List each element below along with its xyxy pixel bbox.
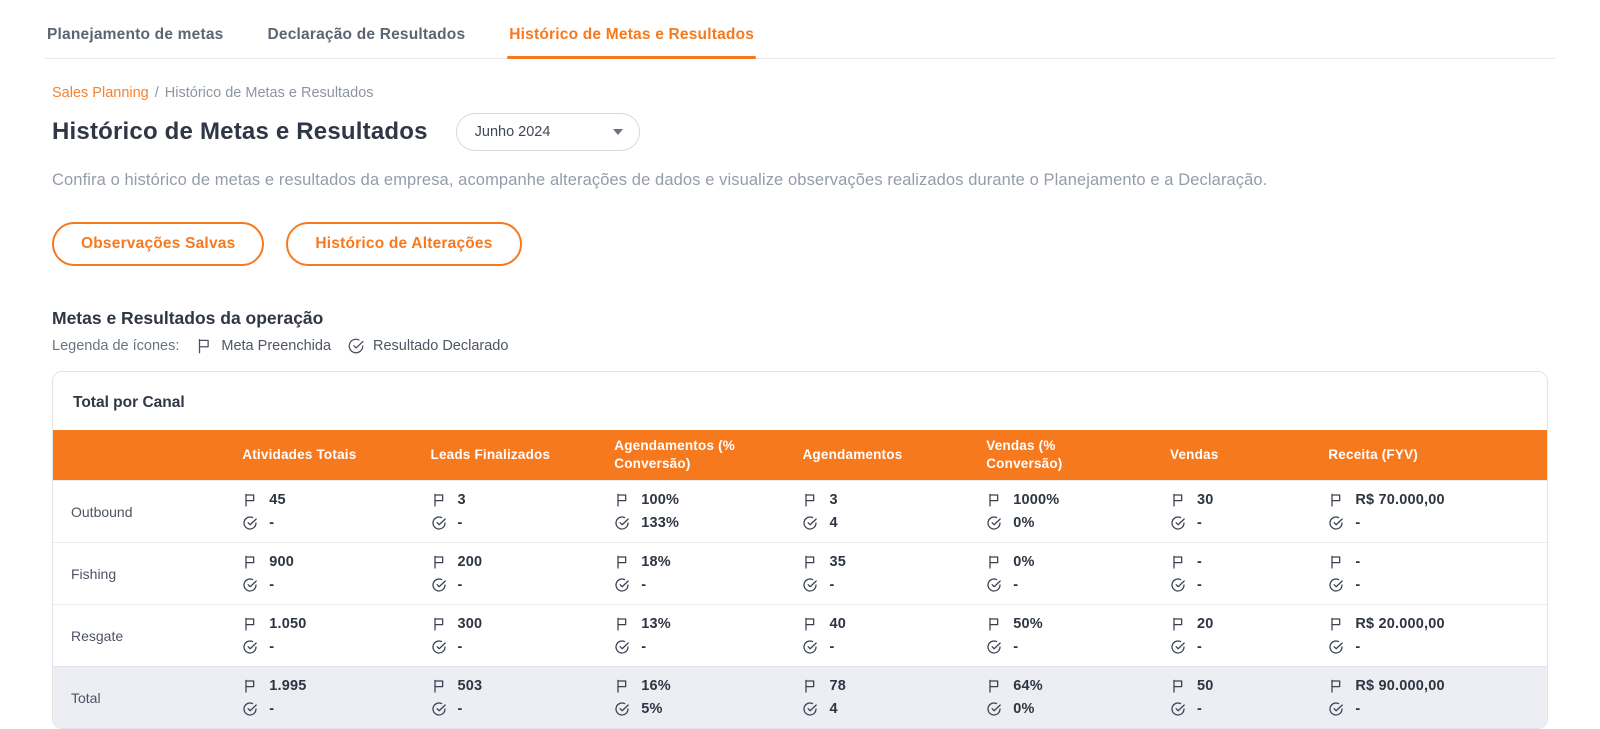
meta-line (431, 614, 595, 634)
metric-cell (792, 543, 976, 605)
flag-icon (431, 554, 447, 570)
breadcrumb (52, 85, 1548, 101)
legend-label: Legenda de ícones: (52, 338, 180, 354)
meta-value: 300 (457, 616, 483, 633)
metric-cell (792, 481, 976, 543)
metric-cell (1160, 481, 1318, 543)
check-circle-icon (431, 515, 447, 531)
meta-value: 20 (1196, 616, 1214, 633)
meta-value: 35 (829, 554, 847, 571)
flag-icon (242, 678, 258, 694)
metric-cell (421, 543, 605, 605)
meta-line (802, 614, 966, 634)
meta-value: 1.050 (269, 616, 307, 633)
resultado-line (242, 637, 410, 657)
meta-value: - (1196, 554, 1203, 571)
flag-icon (1170, 678, 1186, 694)
meta-value: 1.995 (269, 678, 307, 695)
flag-icon (1328, 678, 1344, 694)
flag-icon (986, 678, 1002, 694)
tab-historico-de-metas-e-resultados[interactable]: Histórico de Metas e Resultados (507, 14, 756, 58)
column-header: Receita (FYV) (1318, 430, 1547, 481)
resultado-value: - (1013, 577, 1019, 594)
resultado-value: 0% (1013, 515, 1035, 532)
resultado-value: - (1196, 515, 1203, 532)
resultado-line (1328, 513, 1537, 533)
metric-cell (792, 605, 976, 667)
check-circle-icon (802, 577, 818, 593)
breadcrumb-separator: / (154, 85, 159, 101)
meta-value: 40 (829, 616, 847, 633)
resultado-value: - (457, 577, 463, 594)
resultado-line (986, 575, 1150, 595)
resultado-value: - (269, 577, 275, 594)
metric-cell (1318, 481, 1547, 543)
resultado-value: - (829, 577, 835, 594)
metric-cell (232, 481, 420, 543)
metric-cell (421, 667, 605, 729)
meta-line (242, 490, 410, 510)
flag-icon (802, 616, 818, 632)
meta-value: R$ 70.000,00 (1355, 492, 1445, 509)
meta-line (1328, 614, 1537, 634)
meta-line (614, 552, 782, 572)
check-circle-icon (242, 515, 258, 531)
page-description: Confira o histórico de metas e resultados da empresa, acompanhe alterações de dados e visualize observações realizados durante o Planejamento e a Declaração. (52, 171, 1268, 189)
meta-line (802, 552, 966, 572)
metric-cell (604, 543, 792, 605)
metric-cell (1318, 605, 1547, 667)
breadcrumb-root-link[interactable]: Sales Planning (52, 85, 149, 101)
metric-cell (976, 667, 1160, 729)
page-title: Histórico de Metas e Resultados (52, 118, 428, 145)
resultado-line (431, 513, 595, 533)
resultado-line (242, 513, 410, 533)
section-title: Metas e Resultados da operação (52, 308, 324, 328)
meta-value: - (1355, 554, 1361, 571)
resultado-value: - (269, 701, 275, 718)
resultado-line (802, 699, 966, 719)
resultado-line (802, 637, 966, 657)
meta-value: R$ 90.000,00 (1355, 678, 1445, 695)
meta-value: R$ 20.000,00 (1355, 616, 1445, 633)
meta-line (1328, 490, 1537, 510)
flag-icon (431, 616, 447, 632)
column-header-empty (53, 430, 232, 481)
meta-value: 503 (457, 678, 483, 695)
resultado-value: - (1355, 701, 1361, 718)
check-circle-icon (614, 639, 630, 655)
metric-cell (232, 605, 420, 667)
resultado-value: - (1355, 639, 1361, 656)
check-circle-icon (614, 577, 630, 593)
flag-icon (614, 678, 630, 694)
check-circle-icon (986, 639, 1002, 655)
main-content (0, 85, 1600, 729)
meta-value: 3 (457, 492, 466, 509)
flag-icon (1170, 492, 1186, 508)
tab-bar (45, 0, 1555, 59)
resultado-line (614, 637, 782, 657)
metric-cell (604, 481, 792, 543)
resultado-value: - (641, 639, 647, 656)
resultado-line (614, 513, 782, 533)
table-row (53, 481, 1547, 543)
meta-value: 50 (1196, 678, 1214, 695)
flag-icon (242, 554, 258, 570)
metric-cell (976, 481, 1160, 543)
metric-cell (232, 667, 420, 729)
resultado-value: 4 (829, 515, 838, 532)
check-circle-icon (431, 701, 447, 717)
meta-line (986, 614, 1150, 634)
metric-cell (421, 605, 605, 667)
meta-line (431, 552, 595, 572)
metric-cell (792, 667, 976, 729)
resultado-value: - (1355, 515, 1361, 532)
flag-icon (614, 554, 630, 570)
check-circle-icon (986, 701, 1002, 717)
resultado-line (431, 699, 595, 719)
check-circle-icon (1170, 639, 1186, 655)
chevron-down-icon (613, 129, 623, 135)
meta-line (802, 490, 966, 510)
resultado-line (614, 575, 782, 595)
flag-icon (802, 678, 818, 694)
check-circle-icon (1170, 701, 1186, 717)
meta-line (431, 676, 595, 696)
resultado-value: - (829, 639, 835, 656)
meta-value: 3 (829, 492, 838, 509)
check-circle-icon (986, 515, 1002, 531)
metric-cell (976, 605, 1160, 667)
resultado-line (1170, 575, 1308, 595)
meta-line (614, 676, 782, 696)
flag-icon (1328, 616, 1344, 632)
check-circle-icon (431, 577, 447, 593)
flag-icon (614, 492, 630, 508)
resultado-value: - (1196, 577, 1203, 594)
column-header: Agendamentos (% Conversão) (604, 430, 792, 481)
resultado-line (1170, 637, 1308, 657)
channel-table (53, 430, 1547, 728)
metric-cell (1160, 667, 1318, 729)
meta-line (1328, 552, 1537, 572)
resultado-value: 5% (641, 701, 663, 718)
meta-line (1170, 676, 1308, 696)
legend-item-meta (195, 337, 331, 355)
flag-icon (802, 554, 818, 570)
metric-cell (604, 667, 792, 729)
meta-line (614, 614, 782, 634)
resultado-value: - (1196, 701, 1203, 718)
table-title: Total por Canal (73, 394, 185, 411)
metric-cell (1160, 543, 1318, 605)
check-circle-icon (802, 515, 818, 531)
tab-planejamento-de-metas[interactable]: Planejamento de metas (47, 26, 224, 43)
check-circle-icon (802, 701, 818, 717)
flag-icon (614, 616, 630, 632)
resultado-value: 4 (829, 701, 838, 718)
resultado-line (1170, 699, 1308, 719)
table-header (53, 430, 1547, 481)
meta-value: 45 (269, 492, 286, 509)
resultado-value: 0% (1013, 701, 1035, 718)
meta-line (242, 676, 410, 696)
meta-line (1328, 676, 1537, 696)
column-header: Vendas (1160, 430, 1318, 481)
flag-icon (1170, 616, 1186, 632)
period-select[interactable] (456, 113, 640, 151)
flag-icon (802, 492, 818, 508)
meta-line (1170, 614, 1308, 634)
check-circle-icon (242, 577, 258, 593)
table-body (53, 481, 1547, 729)
resultado-value: - (641, 577, 647, 594)
meta-line (802, 676, 966, 696)
meta-line (986, 552, 1150, 572)
row-label: Fishing (53, 543, 232, 605)
resultado-line (1170, 513, 1308, 533)
meta-line (242, 614, 410, 634)
check-circle-icon (1328, 639, 1344, 655)
resultado-line (802, 513, 966, 533)
resultado-value: - (269, 515, 275, 532)
flag-icon (431, 678, 447, 694)
metric-cell (421, 481, 605, 543)
meta-line (431, 490, 595, 510)
saved-observations-button[interactable]: Observações Salvas (52, 222, 264, 266)
check-circle-icon (242, 639, 258, 655)
channel-totals-card (52, 371, 1548, 729)
table-row (53, 605, 1547, 667)
meta-value: 50% (1013, 616, 1043, 633)
check-circle-icon (614, 701, 630, 717)
legend-item-label: Resultado Declarado (373, 338, 509, 354)
meta-line (986, 676, 1150, 696)
table-row-total (53, 667, 1547, 729)
meta-value: 100% (641, 492, 680, 509)
meta-line (986, 490, 1150, 510)
resultado-line (242, 699, 410, 719)
flag-icon (195, 337, 213, 355)
table-row (53, 543, 1547, 605)
resultado-line (431, 637, 595, 657)
resultado-line (1328, 575, 1537, 595)
resultado-value: - (457, 515, 463, 532)
meta-line (242, 552, 410, 572)
metric-cell (976, 543, 1160, 605)
resultado-value: 133% (641, 515, 680, 532)
meta-value: 16% (641, 678, 671, 695)
icon-legend (52, 337, 1548, 355)
meta-value: 30 (1196, 492, 1214, 509)
meta-line (1170, 490, 1308, 510)
flag-icon (1328, 492, 1344, 508)
check-circle-icon (1328, 701, 1344, 717)
check-circle-icon (1170, 577, 1186, 593)
resultado-value: - (1196, 639, 1203, 656)
flag-icon (986, 616, 1002, 632)
column-header: Vendas (% Conversão) (976, 430, 1160, 481)
meta-value: 18% (641, 554, 671, 571)
resultado-line (1328, 699, 1537, 719)
meta-value: 1000% (1013, 492, 1060, 509)
metric-cell (604, 605, 792, 667)
check-circle-icon (614, 515, 630, 531)
flag-icon (1170, 554, 1186, 570)
meta-line (614, 490, 782, 510)
change-history-button[interactable]: Histórico de Alterações (286, 222, 521, 266)
resultado-line (1328, 637, 1537, 657)
check-circle-icon (431, 639, 447, 655)
metric-cell (1160, 605, 1318, 667)
tab-declaracao-de-resultados[interactable]: Declaração de Resultados (267, 26, 466, 43)
flag-icon (1328, 554, 1344, 570)
check-circle-icon (1170, 515, 1186, 531)
metric-cell (1318, 543, 1547, 605)
meta-value: 900 (269, 554, 295, 571)
row-label: Outbound (53, 481, 232, 543)
column-header: Leads Finalizados (421, 430, 605, 481)
resultado-value: - (1355, 577, 1361, 594)
flag-icon (986, 492, 1002, 508)
flag-icon (242, 616, 258, 632)
breadcrumb-current: Histórico de Metas e Resultados (164, 85, 374, 101)
meta-value: 64% (1013, 678, 1043, 695)
metric-cell (1318, 667, 1547, 729)
flag-icon (242, 492, 258, 508)
meta-value: 78 (829, 678, 847, 695)
resultado-line (986, 699, 1150, 719)
metric-cell (232, 543, 420, 605)
check-circle-icon (1328, 515, 1344, 531)
meta-value: 0% (1013, 554, 1035, 571)
column-header: Agendamentos (792, 430, 976, 481)
resultado-value: - (1013, 639, 1019, 656)
flag-icon (431, 492, 447, 508)
period-select-value: Junho 2024 (474, 124, 551, 140)
resultado-value: - (269, 639, 275, 656)
row-label: Total (53, 667, 232, 729)
check-circle-icon (802, 639, 818, 655)
row-label: Resgate (53, 605, 232, 667)
resultado-line (242, 575, 410, 595)
meta-value: 13% (641, 616, 671, 633)
resultado-line (986, 637, 1150, 657)
resultado-value: - (457, 639, 463, 656)
check-circle-icon (1328, 577, 1344, 593)
legend-item-resultado (347, 337, 508, 355)
check-circle-icon (347, 337, 365, 355)
column-header: Atividades Totais (232, 430, 420, 481)
resultado-line (431, 575, 595, 595)
resultado-line (802, 575, 966, 595)
flag-icon (986, 554, 1002, 570)
meta-line (1170, 552, 1308, 572)
resultado-line (614, 699, 782, 719)
resultado-value: - (457, 701, 463, 718)
legend-item-label: Meta Preenchida (221, 338, 332, 354)
resultado-line (986, 513, 1150, 533)
check-circle-icon (986, 577, 1002, 593)
meta-value: 200 (457, 554, 483, 571)
check-circle-icon (242, 701, 258, 717)
